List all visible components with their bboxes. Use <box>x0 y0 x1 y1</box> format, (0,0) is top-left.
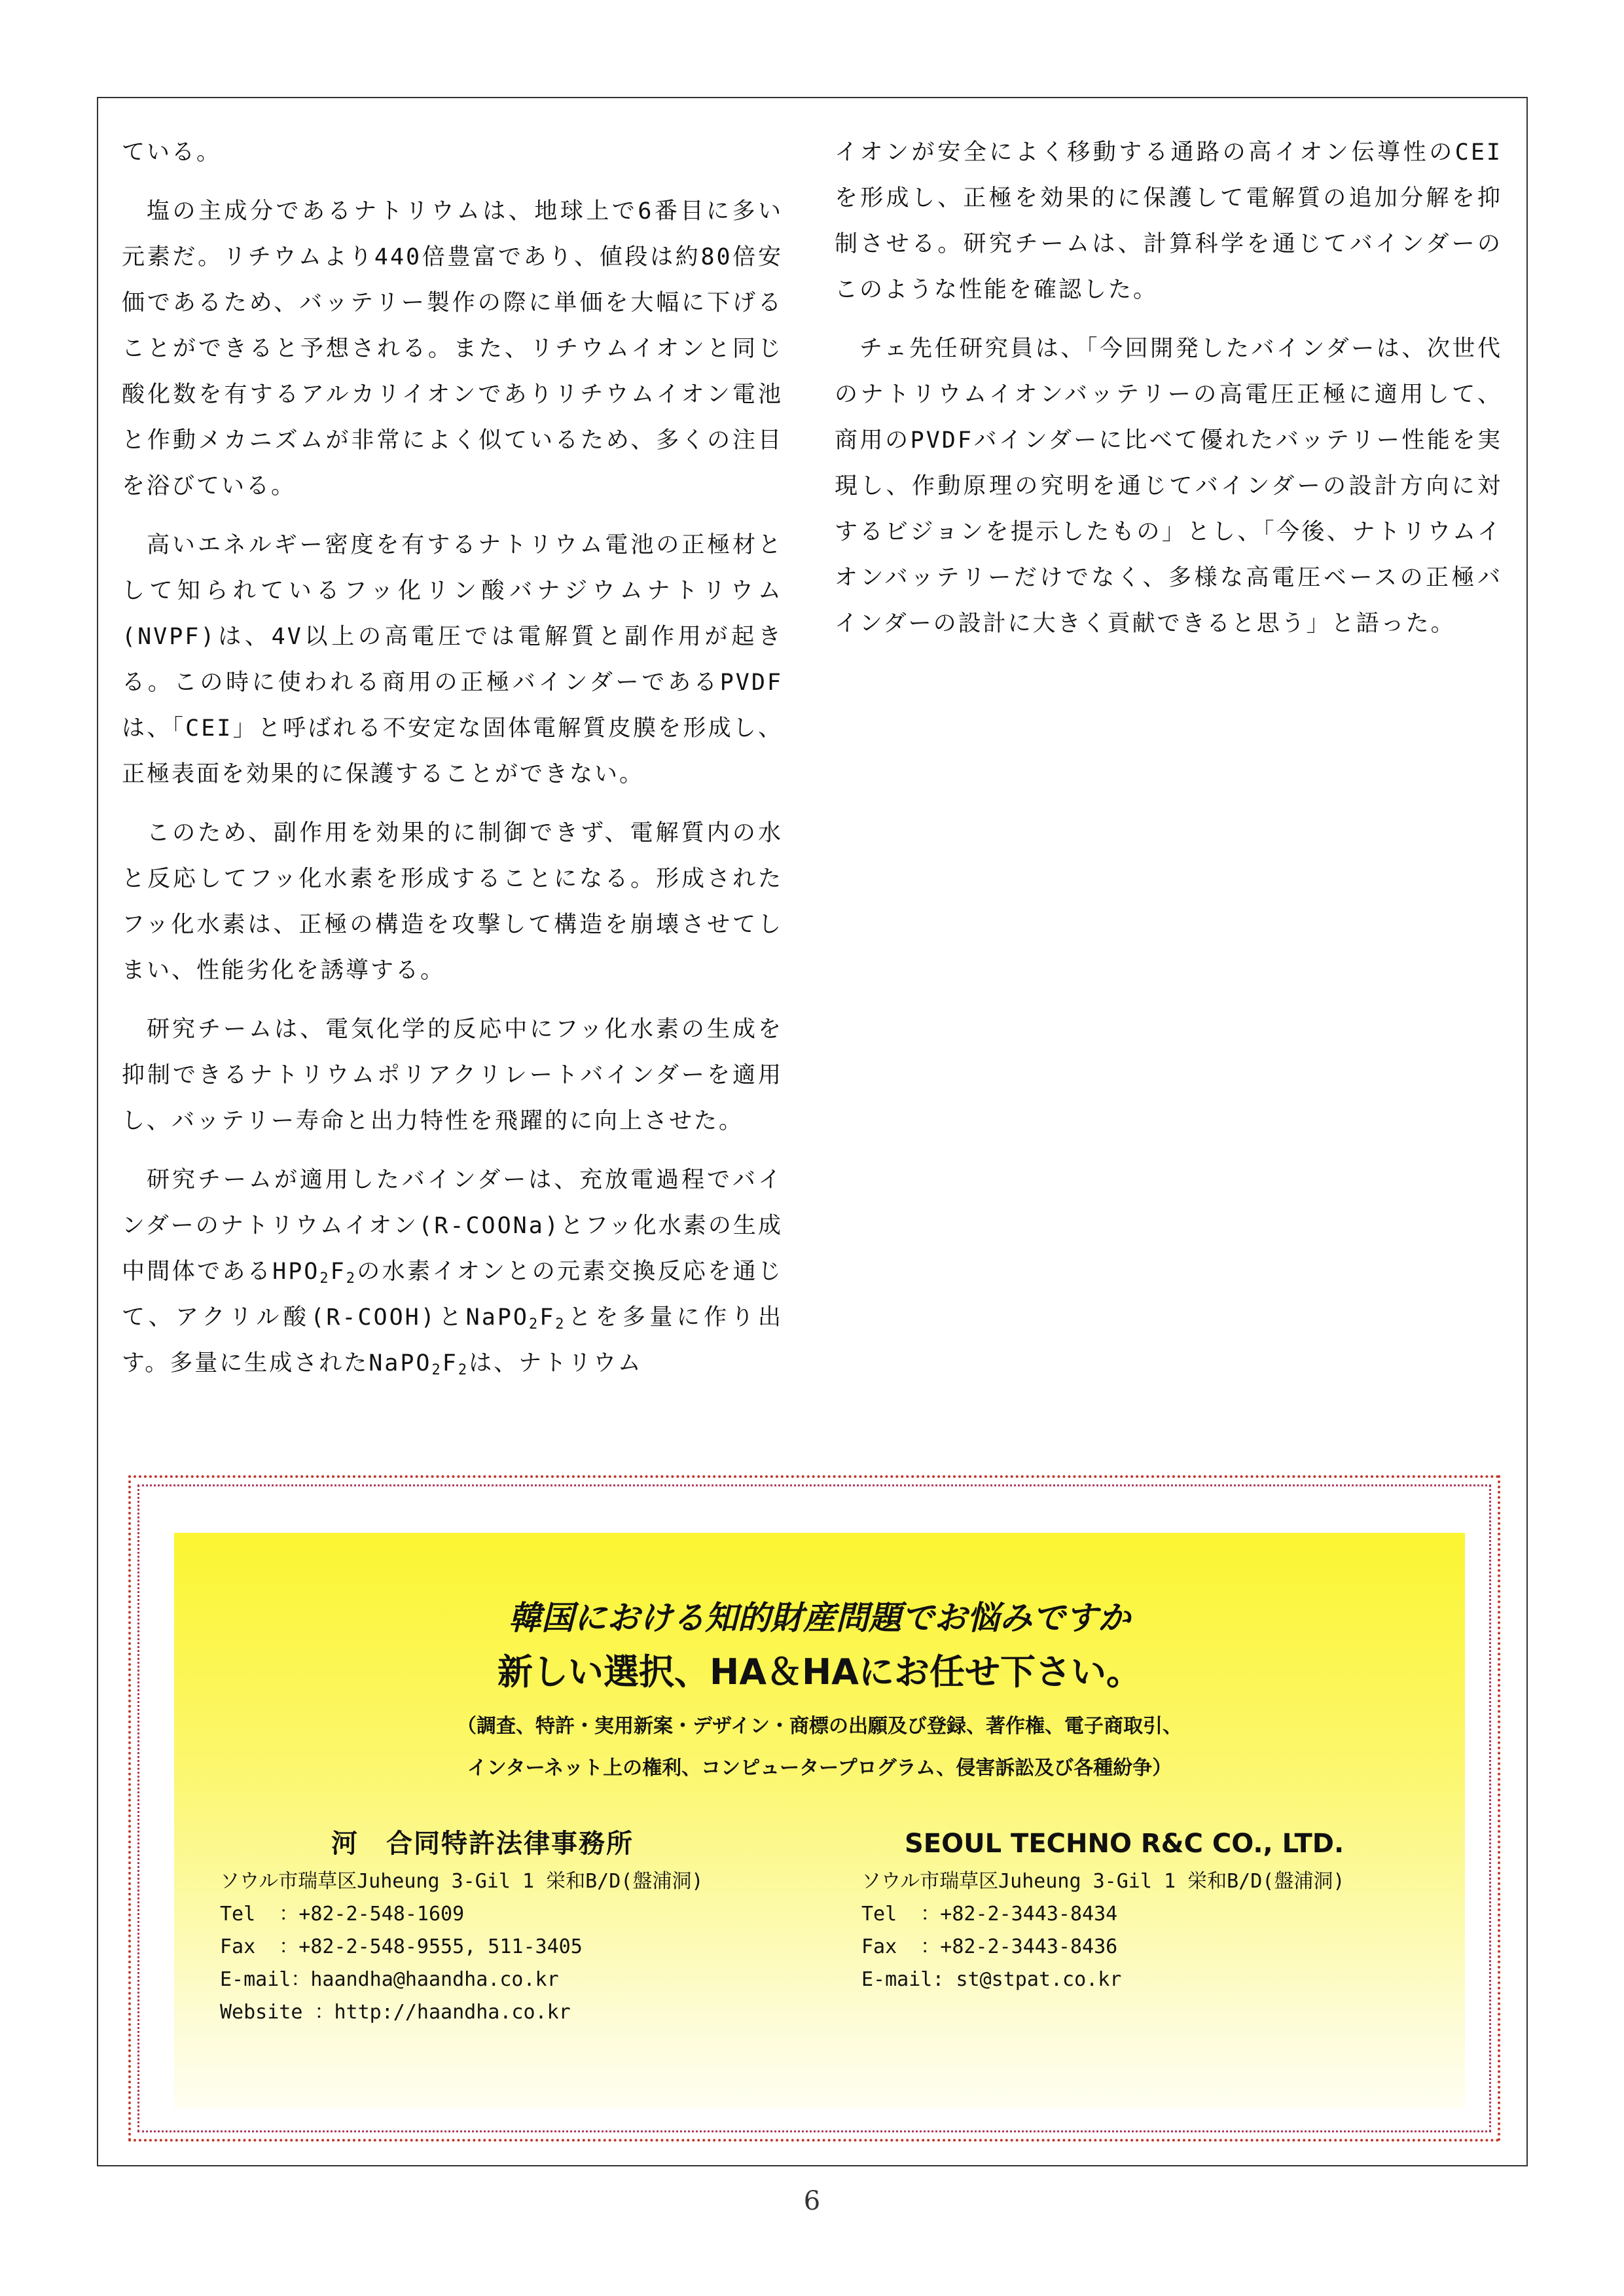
office-tel: Tel ：+82-2-3443-8434 <box>861 1903 1118 1926</box>
ad-services-line-1: （調査、特許・実用新案・デザイン・商標の出願及び登録、著作権、電子商取引、 <box>457 1715 1182 1738</box>
office-seoul-techno <box>861 1825 1451 1996</box>
office-fax: Fax ：+82-2-3443-8436 <box>861 1935 1118 1958</box>
text-run: F <box>539 1304 556 1331</box>
text-run: 研究チームが適用したバインダーは、充放電過程でバインダーのナトリウムイオン(R-COONa)とフッ化水素の生成中間体であるHPO <box>122 1167 783 1285</box>
subscript: 2 <box>528 1316 540 1333</box>
paragraph: イオンが安全によく移動する通路の高イオン伝導性のCEIを形成し、正極を効果的に保護して電解質の追加分解を抑制させる。研究チームは、計算科学を通じてバインダーのこのような性能を確認した。 <box>835 139 1502 303</box>
paragraph <box>122 1157 783 1386</box>
office-tel: Tel ：+82-2-548-1609 <box>220 1903 465 1926</box>
text-run: F <box>442 1350 458 1376</box>
office-email: E-mail：haandha@haandha.co.kr <box>220 1968 559 1991</box>
office-address: ソウル市瑞草区Juheung 3-Gil 1 栄和B/D(盤浦洞) <box>861 1870 1345 1893</box>
text-run: の水素イオンとの元素交換反応を通じて、アクリル酸(R-COOH)とNaPO <box>122 1259 784 1331</box>
subscript: 2 <box>431 1362 442 1378</box>
paragraph: 高いエネルギー密度を有するナトリウム電池の正極材として知られているフッ化リン酸バナジウムナトリウム(NVPF)は、4V以上の高電圧では電解質と副作用が起きる。この時に使われる商用の正極バインダーであるPVDFは、「CEI」と呼ばれる不安定な固体電解質皮膜を形成し、正極表面を効果的に保護することができない。 <box>122 532 783 787</box>
subscript: 2 <box>319 1270 331 1287</box>
paragraph: ている。 <box>122 139 222 166</box>
advertisement-box <box>128 1475 1500 2142</box>
subscript: 2 <box>555 1316 566 1333</box>
subscript: 2 <box>346 1270 357 1287</box>
office-haandha <box>220 1825 809 2029</box>
paragraph: チェ先任研究員は、「今回開発したバインダーは、次世代のナトリウムイオンバッテリーの高電圧正極に適用して、商用のPVDFバインダーに比べて優れたバッテリー性能を実現し、作動原理の究明を通じてバインダーの設計方向に対するビジョンを提示したもの」とし、「今後、ナトリウムイオンバッテリーだけでなく、多様な高電圧ベースの正極バインダーの設計に大きく貢献できると思う」と語った。 <box>835 336 1502 637</box>
text-run: は、ナトリウム <box>469 1350 643 1376</box>
ad-tagline: 新しい選択、HA＆HAにお任せ下さい。 <box>497 1651 1142 1693</box>
text-run: F <box>330 1259 346 1285</box>
advertisement-panel <box>174 1533 1465 2109</box>
paragraph: このため、副作用を効果的に制御できず、電解質内の水と反応してフッ化水素を形成することになる。形成されたフッ化水素は、正極の構造を攻撃して構造を崩壊させてしまい、性能劣化を誘導する。 <box>122 820 783 984</box>
office-fax: Fax ：+82-2-548-9555, 511-3405 <box>220 1935 583 1958</box>
page-frame <box>97 97 1528 2166</box>
article-column-left <box>122 130 783 1399</box>
paragraph: 研究チームは、電気化学的反応中にフッ化水素の生成を抑制できるナトリウムポリアクリレートバインダーを適用し、バッテリー寿命と出力特性を飛躍的に向上させた。 <box>122 1016 783 1134</box>
office-website: Website ：http://haandha.co.kr <box>220 2001 571 2024</box>
ad-headline: 韓国における知的財産問題でお悩みですか <box>509 1599 1130 1637</box>
office-address: ソウル市瑞草区Juheung 3-Gil 1 栄和B/D(盤浦洞) <box>220 1870 704 1893</box>
article-column-right <box>835 130 1502 660</box>
ad-services-line-2: インターネット上の権利、コンピュータープログラム、侵害訴訟及び各種紛争） <box>467 1757 1172 1780</box>
office-name: SEOUL TECHNO R&C CO., LTD. <box>905 1829 1344 1859</box>
office-email: E-mail: st@stpat.co.kr <box>861 1968 1122 1991</box>
text-run: とを多量に作り出す。多量に生成されたNaPO <box>122 1304 783 1376</box>
page-number: 6 <box>803 2186 821 2216</box>
paragraph: 塩の主成分であるナトリウムは、地球上で6番目に多い元素だ。リチウムより440倍豊富であり、値段は約80倍安価であるため、バッテリー製作の際に単価を大幅に下げることができると予想される。また、リチウムイオンと同じ酸化数を有するアルカリイオンでありリチウムイオン電池と作動メカニズムが非常によく似ているため、多くの注目を浴びている。 <box>122 198 783 499</box>
office-name: 河 合同特許法律事務所 <box>331 1829 634 1859</box>
subscript: 2 <box>458 1362 469 1378</box>
